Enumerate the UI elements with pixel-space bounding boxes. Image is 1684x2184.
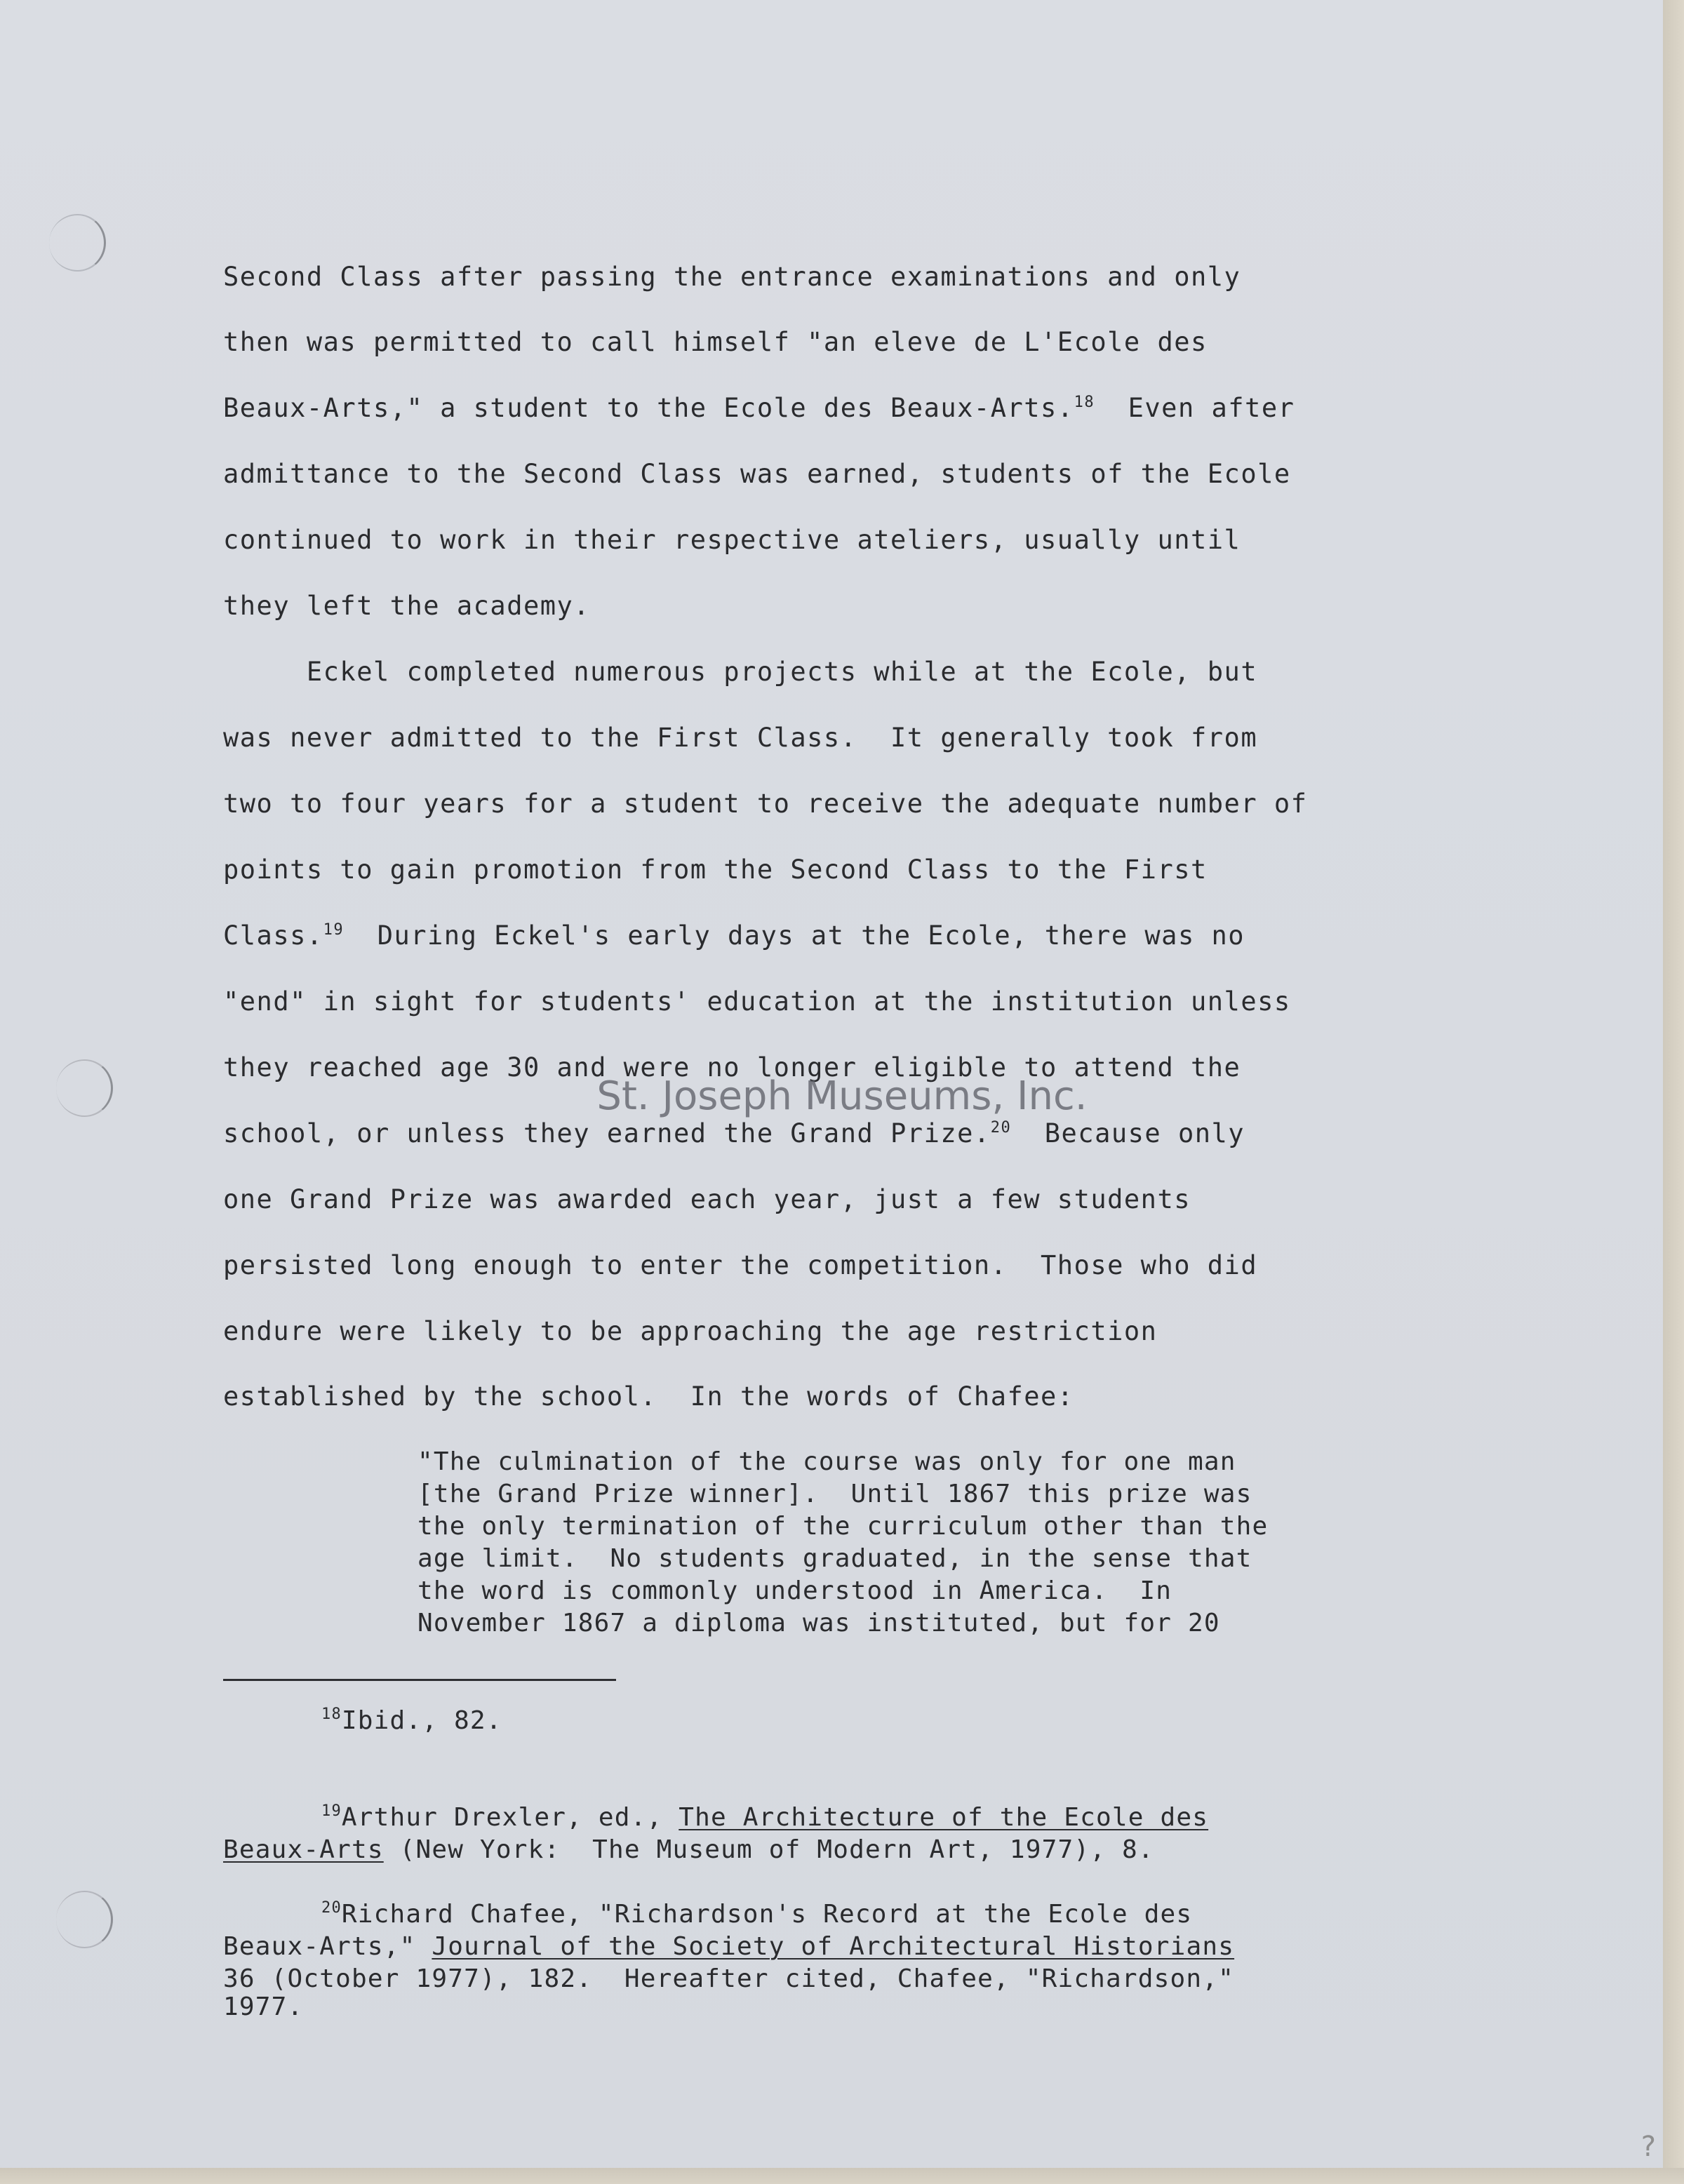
body-line-18: established by the school. In the words of Chafee: (223, 1381, 1074, 1412)
punch-hole-top (49, 214, 106, 272)
body-line-8: was never admitted to the First Class. It generally took from (223, 723, 1258, 753)
background-edge-right (1663, 0, 1684, 2184)
quote-line-5: the word is commonly understood in America. In (417, 1576, 1172, 1605)
footnote-ref-19: 19 (323, 921, 345, 939)
quote-line-3: the only termination of the curriculum other than the (417, 1512, 1269, 1541)
body-line-9: two to four years for a student to receive the adequate number of (223, 789, 1308, 819)
body-line-13: they reached age 30 and were no longer eligible to attend the (223, 1052, 1241, 1083)
quote-line-1: "The culmination of the course was only for one man (417, 1447, 1236, 1476)
quote-line-4: age limit. No students graduated, in the sense that (417, 1544, 1252, 1573)
watermark: St. Joseph Museums, Inc. (596, 1073, 1088, 1119)
body-line-3: Beaux-Arts," a student to the Ecole des Beaux-Arts.$^{18}$ Even after (223, 393, 1295, 423)
body-line-7: Eckel completed numerous projects while at the Ecole, but (223, 657, 1258, 687)
footnote-19-line-1: $^{19}$Arthur Drexler, ed., The Architecture of the Ecole des (321, 1802, 1209, 1832)
footnote-18: $^{18}$Ibid., 82. (321, 1706, 502, 1735)
footnote-20-line-1: $^{20}$Richard Chafee, "Richardson's Record at the Ecole des (321, 1899, 1193, 1929)
punch-hole-bottom (56, 1891, 113, 1948)
body-line-11: Class.$^{19}$ During Eckel's early days at the Ecole, there was no (223, 920, 1245, 951)
footnote-20-journal-title: Journal of the Society of Architectural Historians (432, 1932, 1235, 1961)
footnote-20-line-4: 1977. (223, 1992, 304, 2021)
body-line-4: admittance to the Second Class was earned, students of the Ecole (223, 459, 1291, 489)
body-line-5: continued to work in their respective ateliers, usually until (223, 525, 1241, 555)
footnote-19-line-2: Beaux-Arts (New York: The Museum of Modern Art, 1977), 8. (223, 1835, 1154, 1864)
body-line-17: endure were likely to be approaching the age restriction (223, 1316, 1158, 1346)
body-line-15: one Grand Prize was awarded each year, just a few students (223, 1184, 1191, 1214)
body-line-12: "end" in sight for students' education at the institution unless (223, 986, 1291, 1017)
body-line-1: Second Class after passing the entrance examinations and only (223, 262, 1241, 292)
corner-pencil-mark: ? (1640, 2131, 1656, 2163)
footnote-19-book-title: The Architecture of the Ecole des (679, 1803, 1209, 1832)
background-edge-bottom (0, 2168, 1684, 2184)
footnote-ref-20: 20 (990, 1119, 1012, 1137)
footnote-20-line-2: Beaux-Arts," Journal of the Society of Architectural Historians (223, 1932, 1235, 1961)
footnote-rule (223, 1679, 616, 1681)
body-line-10: points to gain promotion from the Second Class to the First (223, 855, 1208, 885)
footnote-20-line-3: 36 (October 1977), 182. Hereafter cited, Chafee, "Richardson," (223, 1964, 1235, 1993)
quote-line-6: November 1867 a diploma was instituted, but for 20 (417, 1609, 1220, 1637)
body-line-2: then was permitted to call himself "an eleve de L'Ecole des (223, 327, 1208, 357)
quote-line-2: [the Grand Prize winner]. Until 1867 this prize was (417, 1480, 1252, 1508)
body-line-14: school, or unless they earned the Grand Prize.$^{20}$ Because only (223, 1118, 1245, 1148)
footnote-ref-18: 18 (1074, 394, 1095, 411)
body-line-16: persisted long enough to enter the competition. Those who did (223, 1250, 1258, 1280)
body-line-6: they left the academy. (223, 591, 591, 621)
